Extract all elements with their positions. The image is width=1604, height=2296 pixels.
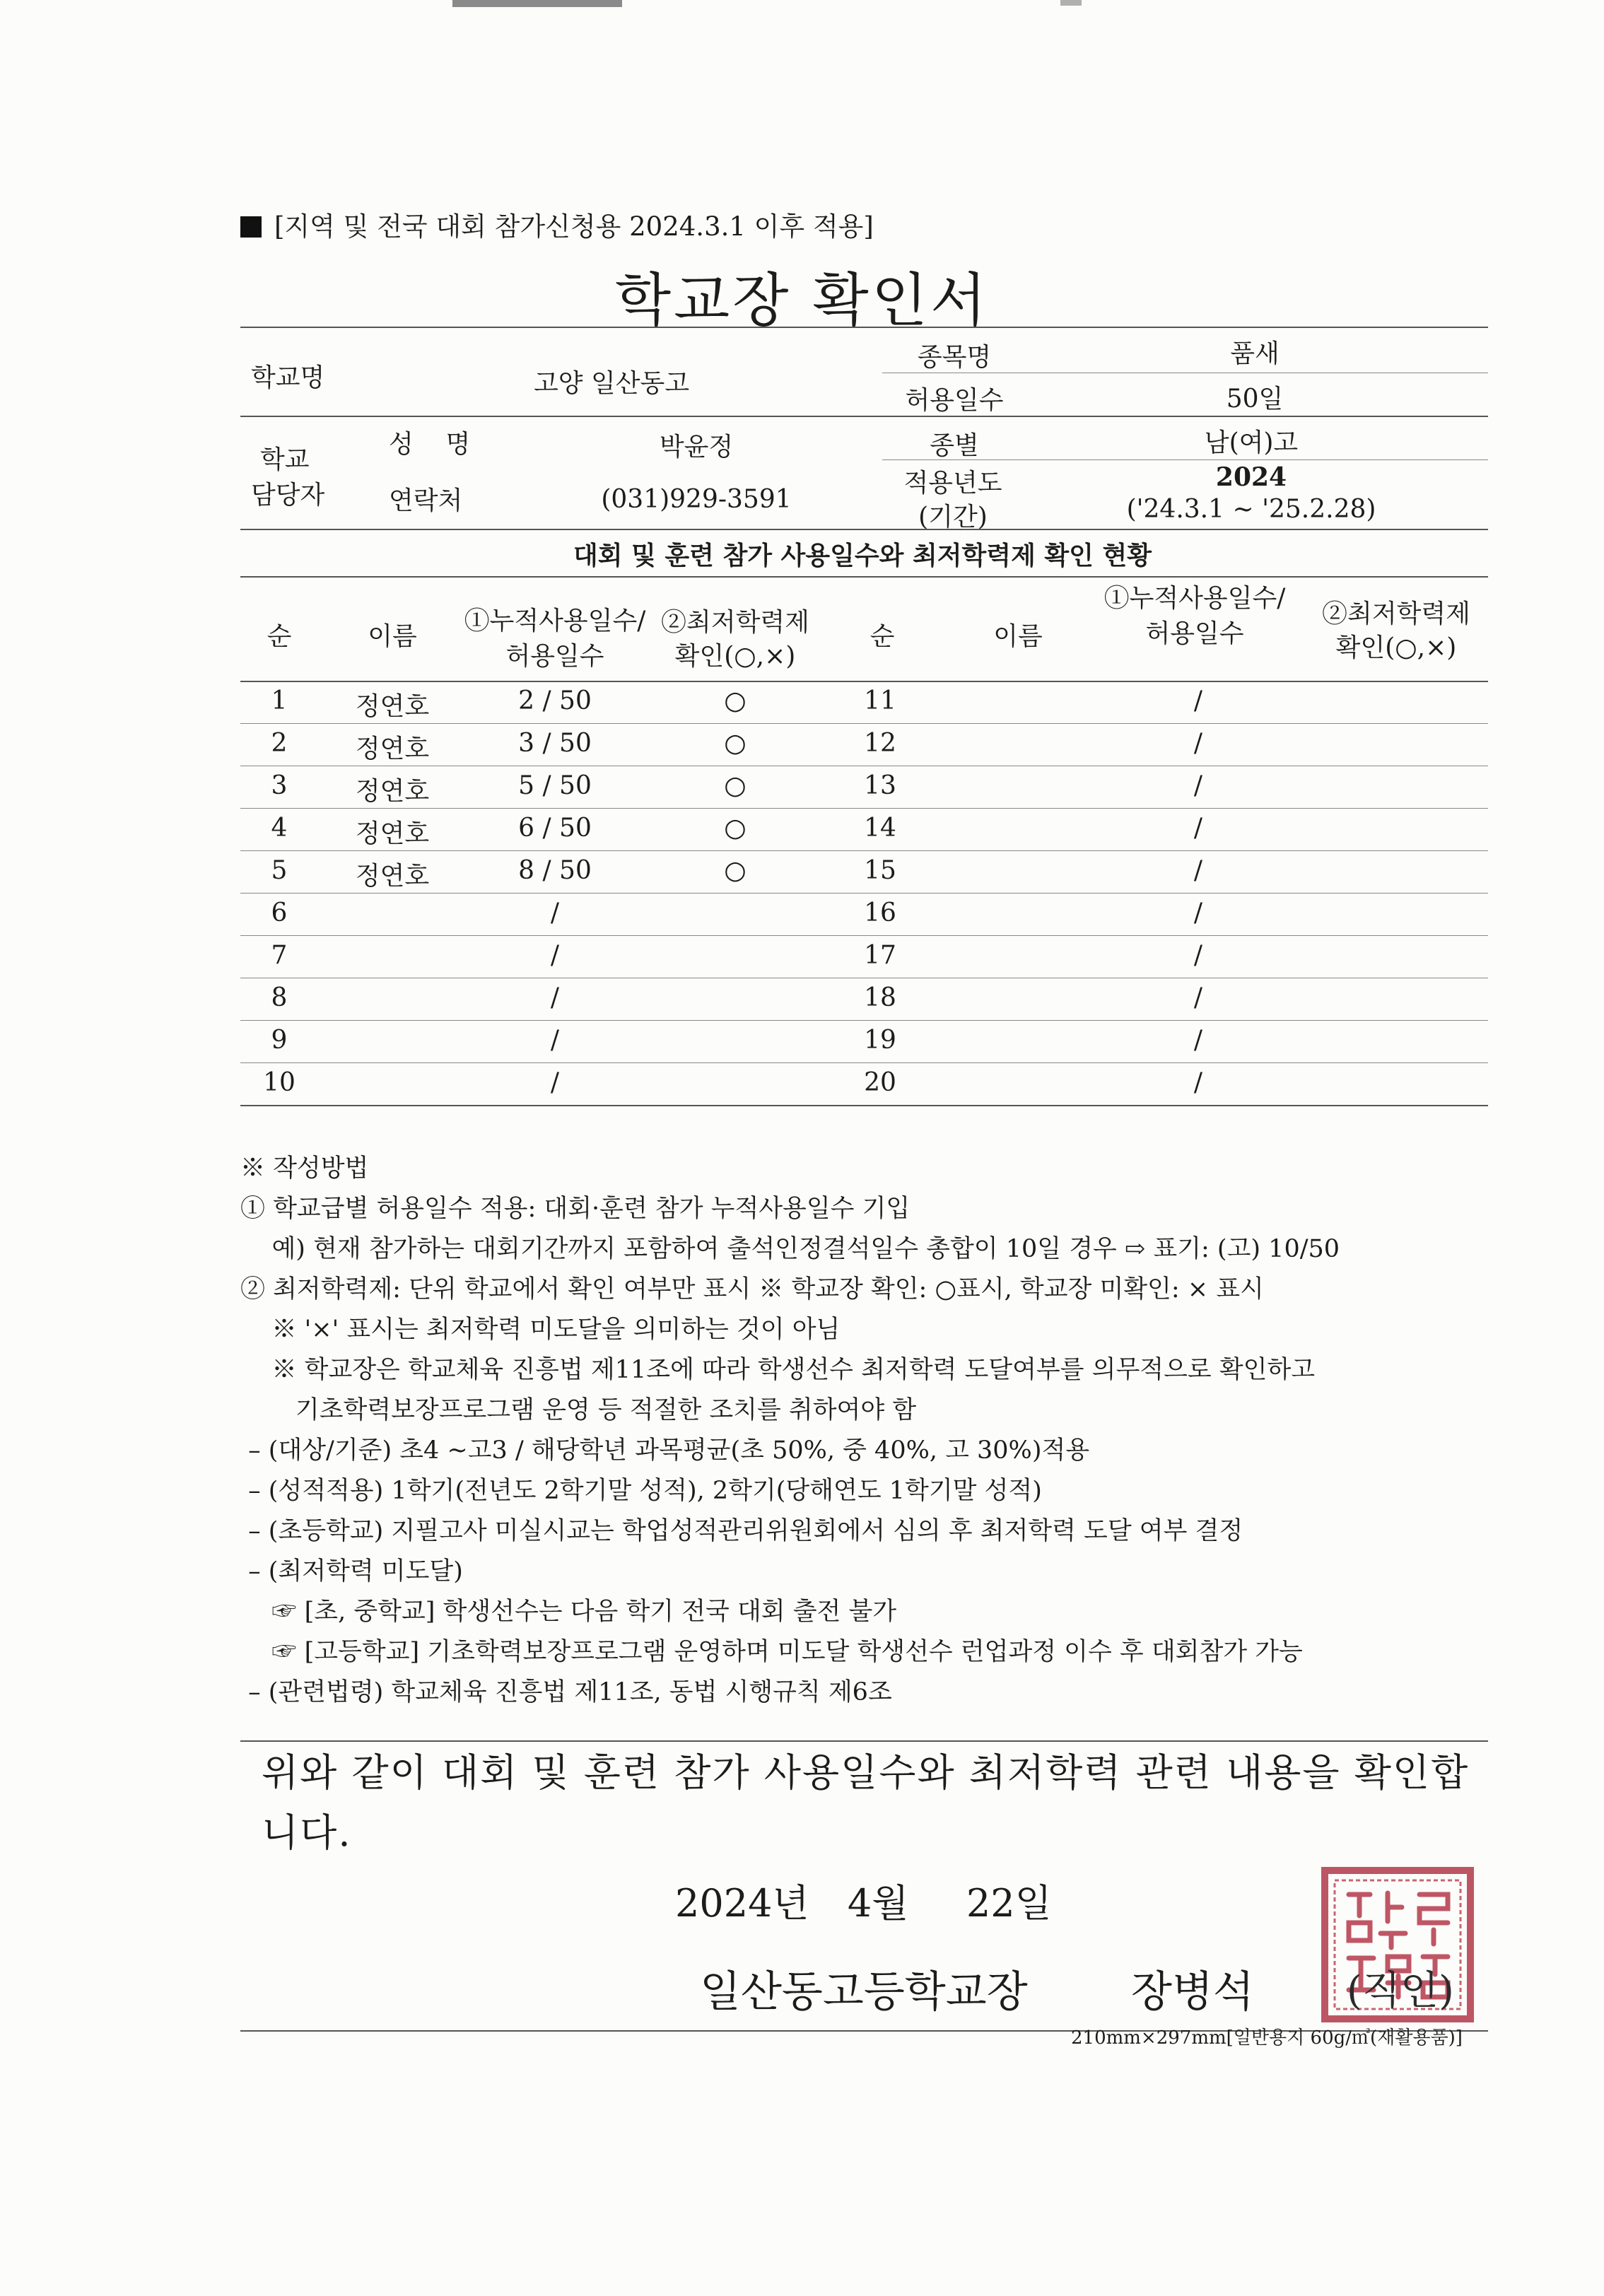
school-name-label: 학교명 <box>251 363 325 392</box>
row-num: 6 <box>271 898 288 927</box>
instruction-line: ※ 학교장은 학교체육 진흥법 제11조에 따라 학생선수 최저학력 도달여부를 의무적으로 확인하고 <box>240 1356 1316 1384</box>
instruction-line: ※ '×' 표시는 최저학력 미도달을 의미하는 것이 아님 <box>240 1316 841 1344</box>
row-num: 10 <box>263 1068 295 1097</box>
row-days: 8 / 50 <box>518 856 592 885</box>
row-num: 8 <box>271 983 288 1012</box>
allowed-days-label: 허용일수 <box>905 386 1004 415</box>
row-num-right: 12 <box>864 729 896 758</box>
row-num-right: 17 <box>864 941 896 970</box>
row-check: ○ <box>724 814 747 843</box>
contact-value: (031)929-3591 <box>601 485 792 514</box>
manager-label-1: 학교 <box>260 445 310 474</box>
instruction-line: – (최저학력 미도달) <box>240 1557 463 1586</box>
signature-date: 2024년 4월 22일 <box>675 1881 1052 1926</box>
event-value: 품새 <box>1230 339 1280 368</box>
event-label: 종목명 <box>917 343 992 372</box>
row-days-right: / <box>1193 686 1203 715</box>
row-num: 5 <box>271 856 288 885</box>
status-title: 대회 및 훈련 참가 사용일수와 최저학력제 확인 현황 <box>573 541 1152 570</box>
rule <box>240 576 1488 578</box>
row-rule <box>240 893 1488 894</box>
svg-text:일산동고등학교장인: 일산동고등학교장인 <box>1398 2016 1404 2017</box>
row-name: 정연호 <box>355 819 430 848</box>
instruction-line: – (성적적용) 1학기(전년도 2학기말 성적), 2학기(당해연도 1학기말 성적) <box>240 1477 1042 1505</box>
gender-label: 종별 <box>930 431 979 460</box>
instructions <box>240 1149 1340 1713</box>
row-name: 정연호 <box>355 692 430 721</box>
row-num: 7 <box>271 941 288 970</box>
row-days-right: / <box>1193 983 1203 1012</box>
row-days-right: / <box>1193 814 1203 843</box>
rule <box>240 1740 1488 1742</box>
row-days: 6 / 50 <box>518 814 592 843</box>
row-num-right: 16 <box>864 898 896 927</box>
row-num-right: 15 <box>864 856 896 885</box>
row-num: 2 <box>271 729 288 758</box>
row-days: / <box>550 941 560 970</box>
col-check-left-1: ②최저학력제 <box>661 608 809 637</box>
row-days-right: / <box>1193 1068 1203 1097</box>
apply-year-label: 적용년도 <box>903 469 1002 498</box>
row-days-right: / <box>1193 856 1203 885</box>
seal-label: (직인) <box>1347 1968 1454 2014</box>
row-num-right: 14 <box>864 814 896 843</box>
col-name-left: 이름 <box>368 622 417 651</box>
school-name-value: 고양 일산동고 <box>534 369 690 398</box>
apply-period-value: ('24.3.1 ~ '25.2.28) <box>1126 495 1376 524</box>
row-name: 정연호 <box>355 734 430 763</box>
col-days-left-1: ①누적사용일수/ <box>464 607 646 636</box>
instruction-line: ① 학교급별 허용일수 적용: 대회·훈련 참가 누적사용일수 기입 <box>240 1195 911 1223</box>
apply-year-value: 2024 <box>1215 462 1287 492</box>
row-rule <box>240 850 1488 851</box>
instruction-line: ※ 작성방법 <box>240 1154 369 1183</box>
row-rule <box>240 808 1488 809</box>
document-title: 학교장 확인서 <box>614 267 990 334</box>
gender-value: 남(여)고 <box>1204 428 1299 457</box>
rule <box>240 681 1488 682</box>
row-check: ○ <box>724 686 747 715</box>
row-days-right: / <box>1193 941 1203 970</box>
row-check: ○ <box>724 729 747 758</box>
instruction-line: – (대상/기준) 초4 ~고3 / 해당학년 과목평균(초 50%, 중 40%, 고 30%)적용 <box>240 1436 1090 1465</box>
contact-label: 연락처 <box>389 486 463 515</box>
row-num-right: 19 <box>864 1026 896 1055</box>
col-days-left-2: 허용일수 <box>505 642 604 671</box>
row-rule <box>240 1105 1488 1106</box>
scan-edge-mark-2 <box>1060 0 1082 6</box>
instruction-line: 기초학력보장프로그램 운영 등 적절한 조치를 취하여야 함 <box>240 1396 917 1424</box>
row-days-right: / <box>1193 1026 1203 1055</box>
col-check-right-1: ②최저학력제 <box>1322 599 1470 628</box>
col-num-left: 순 <box>267 622 292 651</box>
person-name-label: 성 명 <box>389 430 471 459</box>
row-days-right: / <box>1193 898 1203 927</box>
rule <box>240 327 1488 328</box>
row-days: 2 / 50 <box>518 686 592 715</box>
row-num-right: 18 <box>864 983 896 1012</box>
rule <box>240 529 1488 530</box>
col-check-right-2: 확인(○,×) <box>1335 633 1457 662</box>
row-num-right: 20 <box>864 1068 896 1097</box>
col-days-right-1: ①누적사용일수/ <box>1104 584 1286 613</box>
row-rule <box>240 723 1488 724</box>
signature-school: 일산동고등학교장 <box>700 1967 1028 2017</box>
row-days: 5 / 50 <box>518 771 592 800</box>
row-num: 3 <box>271 771 288 800</box>
col-name-right: 이름 <box>993 622 1043 651</box>
col-days-right-2: 허용일수 <box>1145 619 1244 648</box>
instruction-line: ☞ [고등학교] 기초학력보장프로그램 운영하며 미도달 학생선수 런업과정 이수 후 대회참가 가능 <box>240 1638 1303 1666</box>
row-days: / <box>550 983 560 1012</box>
col-num-right: 순 <box>870 622 895 651</box>
instruction-line: ☞ [초, 중학교] 학생선수는 다음 학기 전국 대회 출전 불가 <box>240 1598 897 1626</box>
row-days: / <box>550 898 560 927</box>
manager-label-2: 담당자 <box>251 481 325 510</box>
instruction-line: 예) 현재 참가하는 대회기간까지 포함하여 출석인정결석일수 총합이 10일 경우 ⇨ 표기: (고) 10/50 <box>240 1235 1340 1263</box>
allowed-days-value: 50일 <box>1226 385 1284 414</box>
row-check: ○ <box>724 856 747 885</box>
signature-name: 장병석 <box>1131 1967 1254 2017</box>
col-check-left-2: 확인(○,×) <box>674 642 796 671</box>
row-rule <box>240 1020 1488 1021</box>
row-num-right: 13 <box>864 771 896 800</box>
square-bullet-icon <box>240 216 262 238</box>
row-days: 3 / 50 <box>518 729 592 758</box>
footer-note: 210mm×297mm[일반용지 60g/㎡(재활용품)] <box>1071 2027 1463 2049</box>
row-num-right: 11 <box>864 686 896 715</box>
row-num: 1 <box>271 686 288 715</box>
row-num: 9 <box>271 1026 288 1055</box>
row-days: / <box>550 1068 560 1097</box>
row-check: ○ <box>724 771 747 800</box>
instruction-line: – (관련법령) 학교체육 진흥법 제11조, 동법 시행규칙 제6조 <box>240 1678 892 1706</box>
row-name: 정연호 <box>355 777 430 806</box>
row-num: 4 <box>271 814 288 843</box>
scan-edge-mark <box>452 0 622 7</box>
row-rule <box>240 1062 1488 1063</box>
closing-statement: 위와 같이 대회 및 훈련 참가 사용일수와 최저학력 관련 내용을 확인합니다. <box>262 1750 1470 1855</box>
row-days-right: / <box>1193 729 1203 758</box>
row-rule <box>240 935 1488 936</box>
row-days: / <box>550 1026 560 1055</box>
row-name: 정연호 <box>355 862 430 891</box>
header-note: [지역 및 전국 대회 참가신청용 2024.3.1 이후 적용] <box>240 205 874 243</box>
row-days-right: / <box>1193 771 1203 800</box>
instruction-line: ② 최저학력제: 단위 학교에서 확인 여부만 표시 ※ 학교장 확인: ○표시, 학교장 미확인: × 표시 <box>240 1275 1264 1304</box>
rule <box>240 416 1488 417</box>
instruction-line: – (초등학교) 지필고사 미실시교는 학업성적관리위원회에서 심의 후 최저학력 도달 여부 결정 <box>240 1517 1243 1545</box>
person-name-value: 박윤정 <box>659 433 734 462</box>
apply-period-label: (기간) <box>918 503 988 532</box>
